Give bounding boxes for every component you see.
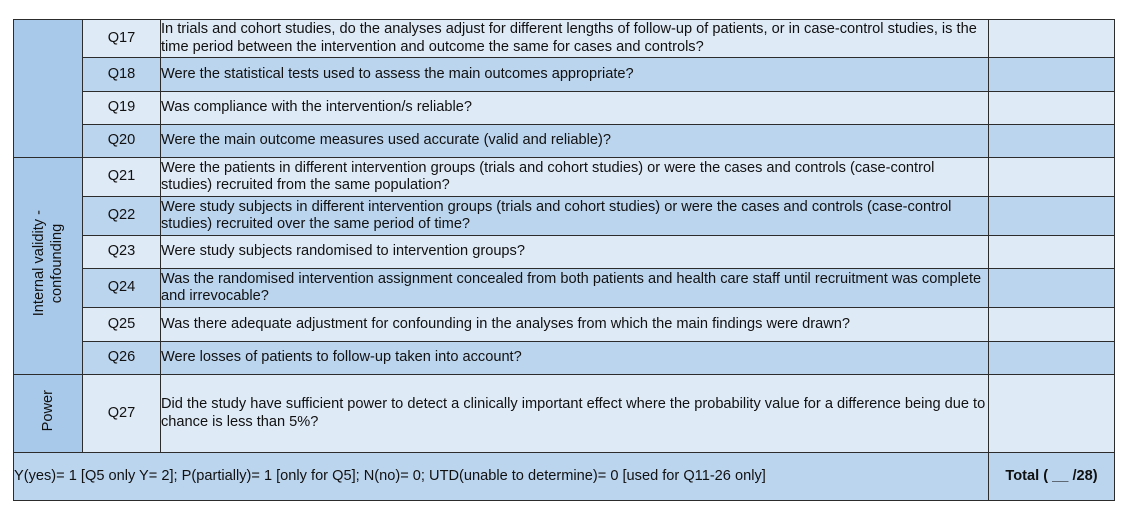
scoring-legend: Y(yes)= 1 [Q5 only Y= 2]; P(partially)= 1 [only for Q5]; N(no)= 0; UTD(unable to determine)= 0 [used for Q11-26 only] (14, 453, 989, 501)
question-text: Did the study have sufficient power to detect a clinically important effect where the probability value for a difference being due to chance is less than 5%? (161, 375, 989, 453)
question-number: Q19 (83, 92, 161, 125)
score-cell[interactable] (989, 92, 1115, 125)
score-cell[interactable] (989, 158, 1115, 197)
question-number: Q21 (83, 158, 161, 197)
table-row (14, 269, 1115, 308)
question-text: Was there adequate adjustment for confounding in the analyses from which the main findings were drawn? (161, 308, 989, 342)
question-number: Q20 (83, 125, 161, 158)
score-cell[interactable] (989, 308, 1115, 342)
question-text: Were the main outcome measures used accurate (valid and reliable)? (161, 125, 989, 158)
score-cell[interactable] (989, 20, 1115, 58)
question-number: Q26 (83, 342, 161, 375)
table-row (14, 375, 1115, 453)
question-number: Q25 (83, 308, 161, 342)
question-number: Q17 (83, 20, 161, 58)
score-cell[interactable] (989, 58, 1115, 92)
score-cell[interactable] (989, 342, 1115, 375)
question-text: Was compliance with the intervention/s reliable? (161, 92, 989, 125)
section-label-line1: Internal validity - (31, 210, 47, 317)
question-text: Were losses of patients to follow-up taken into account? (161, 342, 989, 375)
table-row (14, 92, 1115, 125)
question-number: Q22 (83, 197, 161, 236)
section-label-power-text: Power (40, 390, 56, 432)
question-number: Q27 (83, 375, 161, 453)
section-label-confounding (14, 158, 83, 375)
question-number: Q23 (83, 236, 161, 269)
question-text: Was the randomised intervention assignment concealed from both patients and health care staff until recruitment was complete and irrevocable? (161, 269, 989, 308)
table-row (14, 20, 1115, 58)
score-cell[interactable] (989, 197, 1115, 236)
section-label-power (14, 375, 83, 453)
table-row (14, 342, 1115, 375)
quality-checklist-table (13, 19, 1115, 501)
table-row (14, 308, 1115, 342)
question-number: Q24 (83, 269, 161, 308)
question-number: Q18 (83, 58, 161, 92)
score-cell[interactable] (989, 375, 1115, 453)
score-cell[interactable] (989, 236, 1115, 269)
table-row (14, 197, 1115, 236)
question-text: Were study subjects in different intervention groups (trials and cohort studies) or were the cases and controls (case-control studies) recruited over the same period of time? (161, 197, 989, 236)
question-text: Were the statistical tests used to assess the main outcomes appropriate? (161, 58, 989, 92)
score-cell[interactable] (989, 125, 1115, 158)
score-cell[interactable] (989, 269, 1115, 308)
table-row (14, 58, 1115, 92)
section-label-line2: confounding (49, 223, 65, 304)
total-score[interactable]: Total ( __ /28) (989, 453, 1115, 501)
question-text: Were study subjects randomised to intervention groups? (161, 236, 989, 269)
scoring-footer-row (14, 453, 1115, 501)
question-text: Were the patients in different intervention groups (trials and cohort studies) or were the cases and controls (case-control studies) recruited from the same population? (161, 158, 989, 197)
question-text: In trials and cohort studies, do the analyses adjust for different lengths of follow-up of patients, or in case-control studies, is the time period between the intervention and outcome the same for cases and controls? (161, 20, 989, 58)
table-row (14, 158, 1115, 197)
section-cell-continued (14, 20, 83, 158)
table-row (14, 236, 1115, 269)
table-row (14, 125, 1115, 158)
